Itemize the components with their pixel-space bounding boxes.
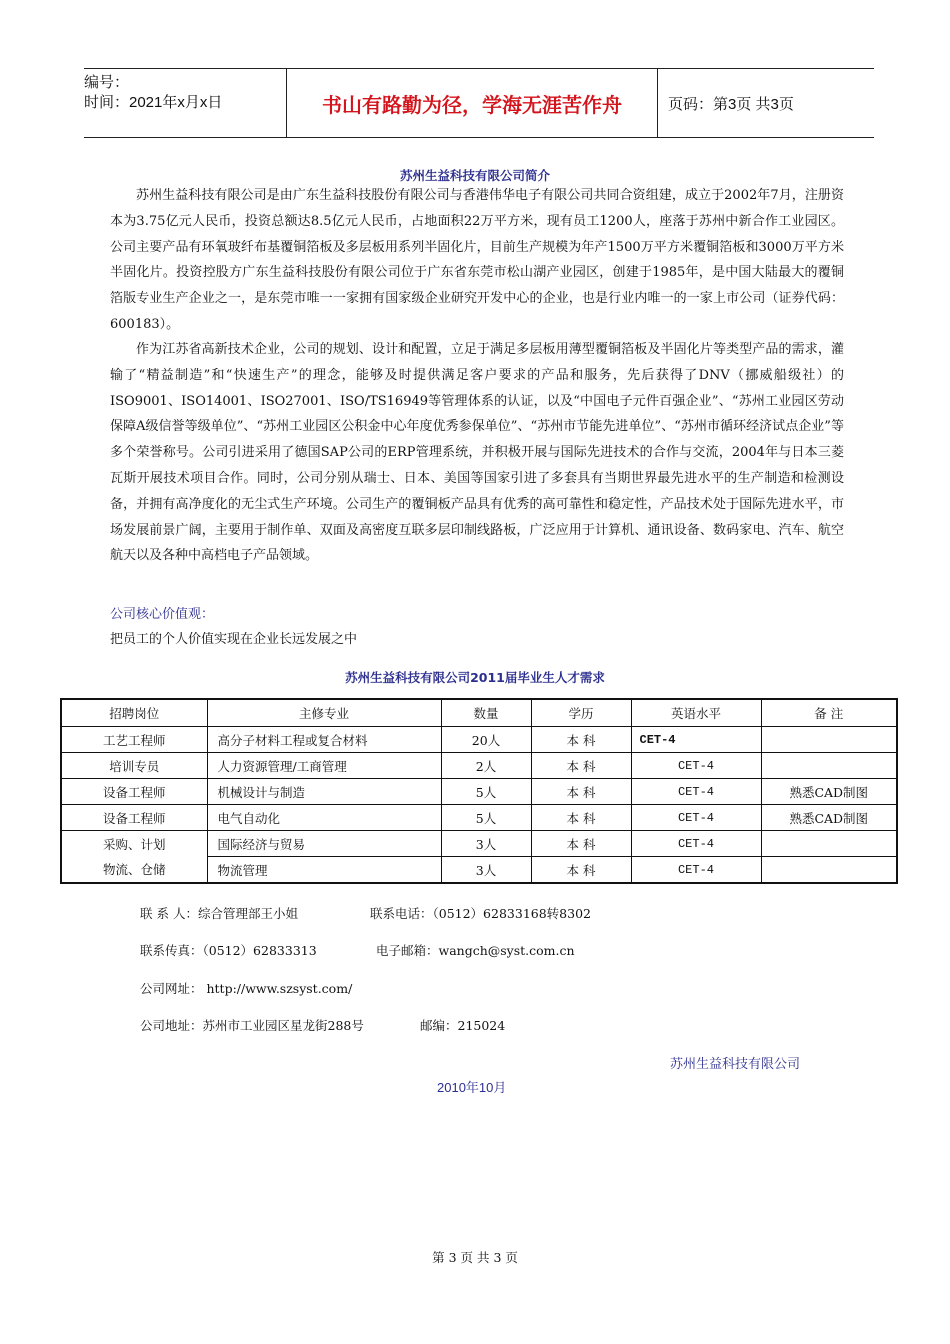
page-footer: 第 3 页 共 3 页 <box>432 1250 518 1265</box>
cell-note <box>761 753 897 779</box>
intro-paragraph-1: 苏州生益科技有限公司是由广东生益科技股份有限公司与香港伟华电子有限公司共同合资组建，成立于2002年7月，注册资本为3.75亿元人民币，投资总额达8.5亿元人民币，占地面积22万平方米，现有员工1200人，座落于苏州中新合作工业园区。公司主要产品有环氧玻纤布基覆铜箔板及多层板用系列半固化片，目前生产规模为年产1500万平方米覆铜箔板和3000万平方米半固化片。投资控股方广东生益科技股份有限公司位于广东省东莞市松山湖产业园区，创建于1985年，是中国大陆最大的覆铜箔版专业生产企业之一，是东莞市唯一一家拥有国家级企业研究开发中心的企业，也是行业内唯一的一家上市公司（证券代码：600183）。 <box>110 188 844 332</box>
cell-major: 机械设计与制造 <box>207 779 441 805</box>
cell-education: 本 科 <box>531 779 631 805</box>
cell-note: 熟悉CAD制图 <box>761 779 897 805</box>
cell-major: 国际经济与贸易 <box>207 831 441 857</box>
time-label: 时间：2021年x月x日 <box>84 94 223 111</box>
header-motto: 书山有路勤为径，学海无涯苦作舟 <box>286 69 658 137</box>
intro-title: 苏州生益科技有限公司简介 <box>399 168 550 183</box>
header-position: 招聘岗位 <box>61 699 207 727</box>
table-row <box>61 753 897 779</box>
cell-major: 人力资源管理/工商管理 <box>207 753 441 779</box>
cell-education: 本 科 <box>531 857 631 884</box>
cell-english: CET-4 <box>631 727 761 753</box>
table-row <box>61 727 897 753</box>
table-header-row <box>61 699 897 727</box>
cell-count: 5人 <box>441 805 531 831</box>
signature-company: 苏州生益科技有限公司 <box>670 1057 801 1072</box>
contact-address: 公司地址：苏州市工业园区星龙街288号 <box>140 1018 364 1033</box>
cell-education: 本 科 <box>531 753 631 779</box>
recruit-table <box>60 698 898 884</box>
cell-note <box>761 727 897 753</box>
cell-major: 物流管理 <box>207 857 441 884</box>
cell-position: 物流、仓储 <box>61 857 207 884</box>
page-header <box>84 68 874 138</box>
table-row <box>61 857 897 884</box>
signature-date: 2010年10月 <box>437 1080 507 1095</box>
header-education: 学历 <box>531 699 631 727</box>
cell-english: CET-4 <box>631 753 761 779</box>
cell-count: 3人 <box>441 831 531 857</box>
cell-note <box>761 831 897 857</box>
header-page-info: 页码：第3页 共3页 <box>668 95 794 113</box>
header-major: 主修专业 <box>207 699 441 727</box>
cell-position: 设备工程师 <box>61 805 207 831</box>
header-meta <box>84 69 286 137</box>
cell-note: 熟悉CAD制图 <box>761 805 897 831</box>
core-values-text: 把员工的个人价值实现在企业长远发展之中 <box>110 632 358 647</box>
cell-count: 20人 <box>441 727 531 753</box>
cell-major: 电气自动化 <box>207 805 441 831</box>
table-row <box>61 805 897 831</box>
cell-count: 5人 <box>441 779 531 805</box>
cell-english: CET-4 <box>631 831 761 857</box>
cell-position: 工艺工程师 <box>61 727 207 753</box>
cell-education: 本 科 <box>531 831 631 857</box>
core-values-label: 公司核心价值观： <box>110 607 215 622</box>
serial-label: 编号： <box>84 74 130 91</box>
intro-paragraph-2: 作为江苏省高新技术企业，公司的规划、设计和配置，立足于满足多层板用薄型覆铜箔板及半固化片等类型产品的需求，灌输了“精益制造”和“快速生产”的理念，能够及时提供满足客户要求的产品和服务，先后获得了DNV（挪威船级社）的ISO9001、ISO14001、ISO27001、ISO/TS16949等管理体系的认证，以及“中国电子元件百强企业”、“苏州工业园区劳动保障A级信誉等级单位”、“苏州工业园区公积金中心年度优秀参保单位”、“苏州市节能先进单位”、“苏州市循环经济试点企业”等多个荣誉称号。公司引进采用了德国SAP公司的ERP管理系统，并积极开展与国际先进技术的合作与交流，2004年与日本三菱瓦斯开展技术项目合作。同时，公司分别从瑞士、日本、美国等国家引进了多套具有当期世界最先进水平的生产制造和检测设备，并拥有高净度化的无尘式生产环境。公司生产的覆铜板产品具有优秀的高可靠性和稳定性，产品技术处于国际先进水平，市场发展前景广阔，主要用于制作单、双面及高密度互联多层印制线路板，广泛应用于计算机、通讯设备、数码家电、汽车、航空航天以及各种中高档电子产品领域。 <box>110 342 844 564</box>
cell-note <box>761 857 897 884</box>
cell-english: CET-4 <box>631 857 761 884</box>
contact-person: 联 系 人：综合管理部王小姐 <box>140 906 298 921</box>
contact-email: 电子邮箱：wangch@syst.com.cn <box>376 943 575 958</box>
cell-count: 3人 <box>441 857 531 884</box>
header-english: 英语水平 <box>631 699 761 727</box>
contact-fax: 联系传真：（0512）62833313 <box>140 943 317 958</box>
contact-website: 公司网址： http://www.szsyst.com/ <box>140 981 353 996</box>
cell-major: 高分子材料工程或复合材料 <box>207 727 441 753</box>
header-note: 备 注 <box>761 699 897 727</box>
contact-phone: 联系电话：（0512）62833168转8302 <box>370 906 591 921</box>
cell-position: 采购、计划 <box>61 831 207 857</box>
cell-english: CET-4 <box>631 779 761 805</box>
contact-postcode: 邮编：215024 <box>420 1018 506 1033</box>
cell-position: 培训专员 <box>61 753 207 779</box>
recruit-title: 苏州生益科技有限公司2011届毕业生人才需求 <box>345 670 605 685</box>
cell-education: 本 科 <box>531 805 631 831</box>
header-count: 数量 <box>441 699 531 727</box>
cell-position: 设备工程师 <box>61 779 207 805</box>
table-row <box>61 831 897 857</box>
cell-education: 本 科 <box>531 727 631 753</box>
cell-english: CET-4 <box>631 805 761 831</box>
table-row <box>61 779 897 805</box>
cell-count: 2人 <box>441 753 531 779</box>
